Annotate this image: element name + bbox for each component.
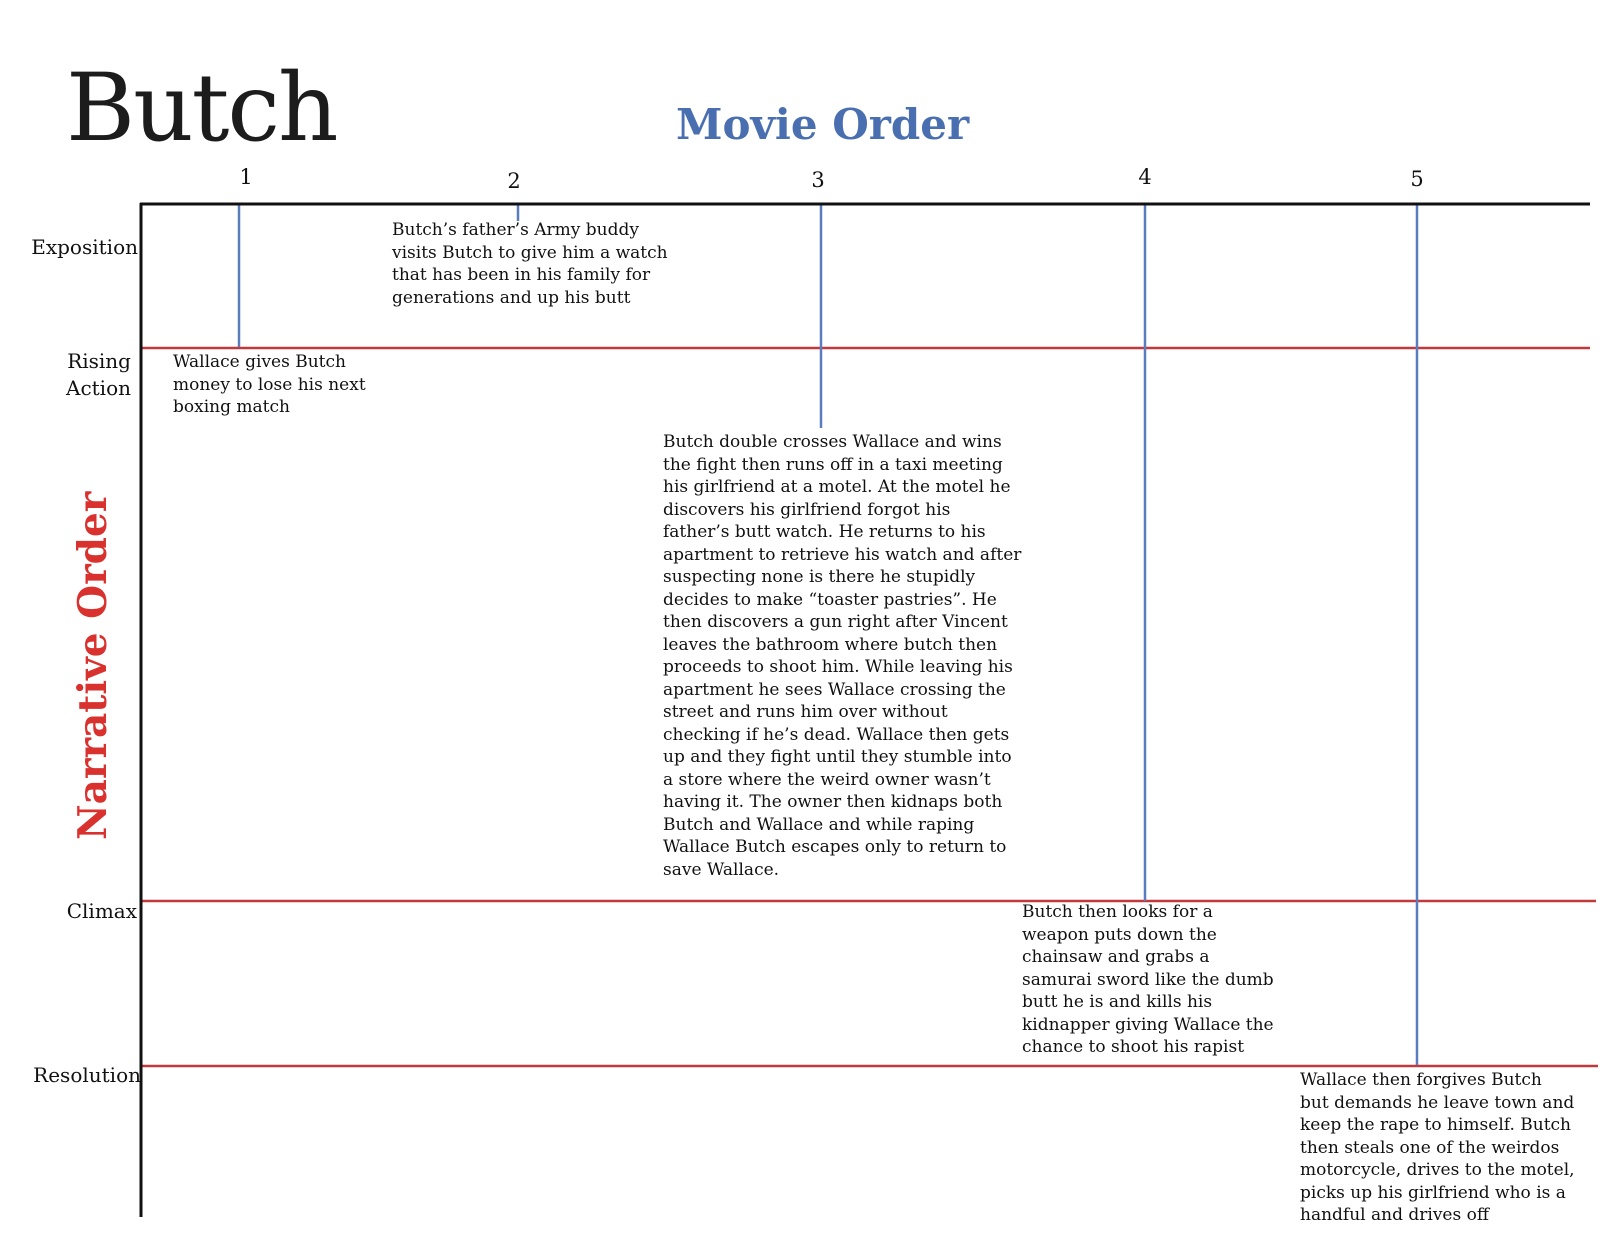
event-note-5: Wallace then forgives Butch but demands he leave town and keep the rape to himself. Butch then steals one of the weirdos motorcycle, drives to the motel, picks up his girlfriend who is a handful and drives off bbox=[1300, 1070, 1575, 1225]
movie-position-1-label: 1 bbox=[239, 165, 253, 189]
movie-position-5-label: 5 bbox=[1410, 167, 1424, 191]
stage-label-rising-action: Rising Action bbox=[66, 349, 131, 400]
event-note-3: Butch double crosses Wallace and wins the fight then runs off in a taxi meeting his girlfriend at a motel. At the motel he discovers his girlfriend forgot his father’s butt watch. He returns to his apartment to retrieve his watch and after suspecting none is there he stupidly decides to make “toaster pastries”. He then discovers a gun right after Vincent leaves the bathroom where butch then proceeds to shoot him. While leaving his apartment he sees Wallace crossing the street and runs him over without checking if he’s dead. Wallace then gets up and they fight until they stumble into a store where the weird owner wasn’t having it. The owner then kidnaps both Butch and Wallace and while raping Wallace Butch escapes only to return to save Wallace. bbox=[663, 432, 1022, 880]
event-note-1: Wallace gives Butch money to lose his next boxing match bbox=[173, 352, 366, 417]
diagram-title: Butch bbox=[66, 54, 337, 163]
narrative-order-axis-label: Narrative Order bbox=[70, 491, 116, 841]
movie-position-4-label: 4 bbox=[1138, 165, 1152, 189]
stage-label-resolution: Resolution bbox=[33, 1063, 141, 1087]
movie-position-2-label: 2 bbox=[507, 169, 521, 193]
event-note-2: Butch’s father’s Army buddy visits Butch to give him a watch that has been in his family for generations and up his butt bbox=[392, 220, 668, 308]
movie-position-3-label: 3 bbox=[811, 168, 825, 192]
event-note-4: Butch then looks for a weapon puts down the chainsaw and grabs a samurai sword like the dumb butt he is and kills his kidnapper giving Wallace the chance to shoot his rapist bbox=[1022, 902, 1274, 1057]
movie-order-axis-label: Movie Order bbox=[676, 100, 970, 149]
stage-label-exposition: Exposition bbox=[31, 235, 138, 259]
stage-label-climax: Climax bbox=[66, 899, 137, 923]
